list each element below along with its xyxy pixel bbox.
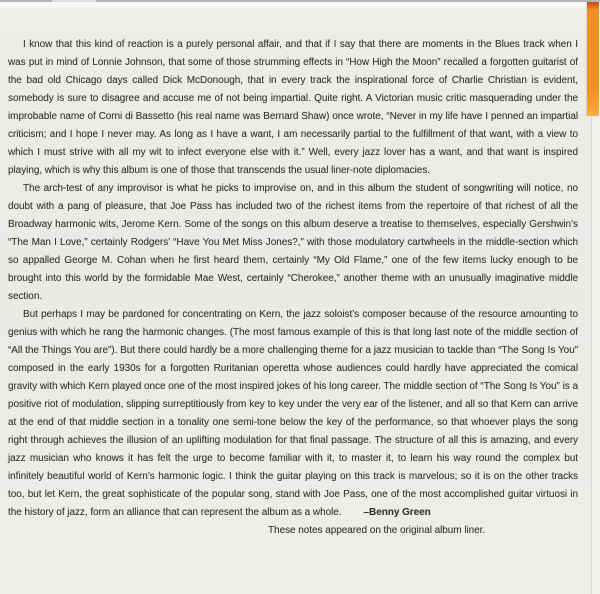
paragraph-1: I know that this kind of reaction is a purely personal affair, and that if I say that there are moments in the Blues track when I was put in mind of Lonnie Johnson, that some of those strumming effects in “How High the Moon” recalled a forgotten guitarist of the bad old Chicago days called Dick McDonough, that in every track the inspirational force of Charlie Christian is evident, somebody is sure to disagree and accuse me of not being impartial. Quite right. A Victorian music critic masquerading under the improbable name of Corni di Bassetto (his real name was Bernard Shaw) once wrote, “Never in my life have I penned an impartial criticism; and I hope I never may. As long as I have a want, I am necessarily partial to the fulfillment of that want, with a view to which I must strive with all my wit to infect everyone else with it.” Well, every jazz lover has a want, and that want is inspired playing, which is why this album is one of those that transcends the usual liner-note diplomacies.: [8, 39, 578, 176]
liner-note-credit: These notes appeared on the original album liner.: [268, 525, 486, 536]
paragraph-2: The arch-test of any improvisor is what he picks to improvise on, and in this album the student of songwriting will notice, no doubt with a pang of pleasure, that Joe Pass has included two of the richest items from the repertoire of that richest of all the Broadway harmonic wits, Jerome Kern. Some of the songs on this album deserve a treatise to themselves, especially Gershwin’s “The Man I Love,” certainly Rodgers’ “Have You Met Miss Jones?,” with those modulatory cartwheels in the middle-section which so appalled George M. Cohan when he first heard them, certainly “My Old Flame,” one of the few items lucky enough to be brought into this world by the formidable Mae West, certainly “Cherokee,” another theme with an unusually imaginative middle section.: [8, 183, 578, 302]
scan-right-edge-line: [591, 116, 592, 594]
author-attribution: –Benny Green: [363, 507, 431, 518]
scan-top-edge-band: [0, 2, 600, 8]
paragraph-3-text: But perhaps I may be pardoned for concentrating on Kern, the jazz soloist’s composer because of the resource amounting to genius with which he rang the harmonic changes. (The most famous example of this is that long last note of the middle section of “All the Things You are”). But there could hardly be a more challenging theme for a jazz musician to tackle than “The Song Is You” composed in the early 1930s for a forgotten Ruritanian operetta whose audiences could hardly have appreciated the comical gravity with which Kern played once one of the most inspired jokes of his long career. The middle section of “The Song Is You” is a positive riot of modulation, slipping surreptitiously from key to key under the very ear of the listener, and all so that Kern can arrive at the end of that middle section in a tonality one semi-tone below the key of the performance, so that whoever plays the song right through achieves the illusion of an uplifting modulation for that final passage. The structure of all this is amazing, and every jazz musician who knows it has felt the urge to become familiar with it, to master it, to learn his way round the complex but infinitely beautiful world of Kern’s harmonic logic. I think the guitar playing on this track is marvelous; so it is on the other tracks too, but let Kern, the great sophisticate of the popular song, stand with Joe Pass, one of the most accomplished guitar virtuosi in the history of jazz, form an alliance that can represent the album as a whole.: [8, 309, 578, 518]
paragraph-3: [8, 306, 578, 522]
liner-notes-text: [8, 36, 578, 538]
orange-ribbon: [587, 2, 599, 116]
